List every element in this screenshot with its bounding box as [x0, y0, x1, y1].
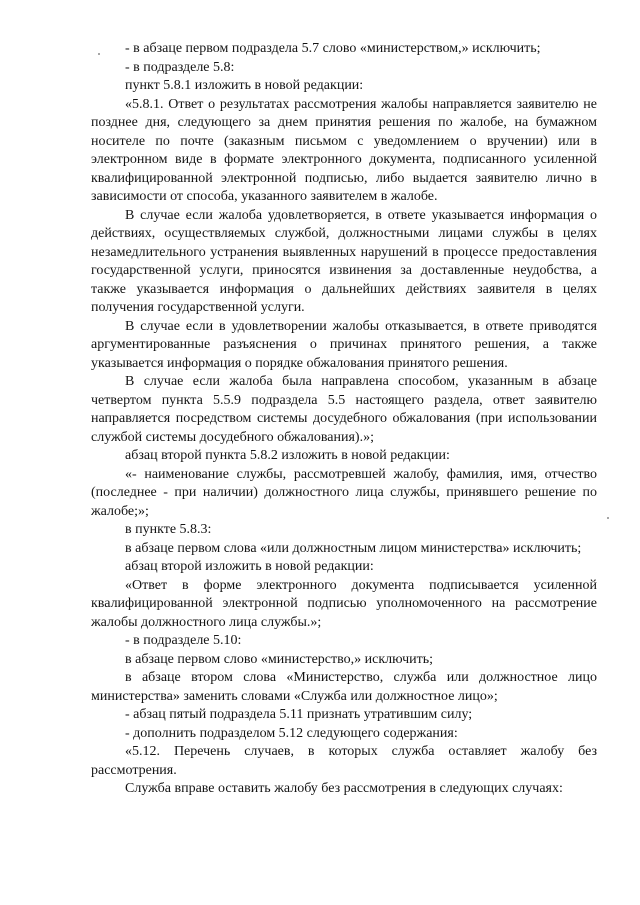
paragraph-item-5-8-2-intro: абзац второй пункта 5.8.2 изложить в новой редакции: [125, 448, 450, 463]
document-body [91, 40, 597, 799]
paragraph-amend-5-7: - в абзаце первом подраздела 5.7 слово «министерством,» исключить; [125, 41, 541, 56]
paragraph-complaint-refused: В случае если в удовлетворении жалобы отказывается, в ответе приводятся аргументированные разъяснения о причинах принятого решения, а также указывается информация о порядке обжалования принятого решения. [91, 318, 597, 371]
paragraph-add-5-12: - дополнить подразделом 5.12 следующего содержания: [125, 725, 458, 741]
paragraph-complaint-satisfied: В случае если жалоба удовлетворяется, в ответе указывается информация о действиях, осуществляемых службой, должностными лицами службы в целях незамедлительного устранения выявленных нарушений в процессе предоставления государственной услуги, приносятся извинения за доставленные неудобства, а также указывается информация о дальнейших действиях заявителя в целях получения государственной услуги. [91, 207, 597, 315]
paragraph-5-12-cases: Служба вправе оставить жалобу без рассмотрения в следующих случаях: [125, 781, 563, 796]
paragraph-item-5-8-1-intro: пункт 5.8.1 изложить в новой редакции: [125, 78, 364, 93]
paragraph-subsection-5-10: - в подразделе 5.10: [125, 633, 242, 648]
paragraph-item-5-8-3-intro: в пункте 5.8.3: [125, 522, 212, 537]
paragraph-5-12-title: «5.12. Перечень случаев, в которых служба оставляет жалобу без рассмотрения. [91, 744, 597, 778]
paragraph-item-5-8-3-first: в абзаце первом слова «или должностным лицом министерства» исключить; [125, 540, 582, 556]
paragraph-item-5-8-2-text: «- наименование службы, рассмотревшей жалобу, фамилия, имя, отчество (последнее - при наличии) должностного лица службы, принявшего решение по жалобе;»; [91, 466, 597, 519]
paragraph-5-11-repeal: - абзац пятый подраздела 5.11 признать утратившим силу; [125, 707, 473, 722]
paragraph-item-5-8-3-second-text: «Ответ в форме электронного документа подписывается усиленной квалифицированной электронной подписью уполномоченного на рассмотрение жалобы должностного лица службы.»; [91, 577, 597, 630]
scan-speck [607, 517, 609, 519]
paragraph-5-10-first: в абзаце первом слово «министерство,» исключить; [125, 651, 433, 667]
paragraph-pretrial-system: В случае если жалоба была направлена способом, указанным в абзаце четвертом пункта 5.5.9 подраздела 5.5 настоящего раздела, ответ заявителю направляется посредством системы досудебного обжалования (при использовании службой системы досудебного обжалования).»; [91, 374, 597, 445]
paragraph-item-5-8-1-text: «5.8.1. Ответ о результатах рассмотрения жалобы направляется заявителю не позднее дня, следующего за днем принятия решения по жалобе, на бумажном носителе по почте (заказным письмом с уведомлением о вручении) или в электронном виде в формате электронного документа, подписанного усиленной квалифицированной электронной подписью, либо выдается заявителю лично в зависимости от способа, указанного заявителем в жалобе. [91, 96, 597, 204]
paragraph-subsection-5-8: - в подразделе 5.8: [125, 59, 235, 75]
paragraph-item-5-8-3-second-intro: абзац второй изложить в новой редакции: [125, 559, 374, 574]
paragraph-5-10-second: в абзаце втором слова «Министерство, служба или должностное лицо министерства» заменить словами «Служба или должностное лицо»; [91, 670, 597, 704]
